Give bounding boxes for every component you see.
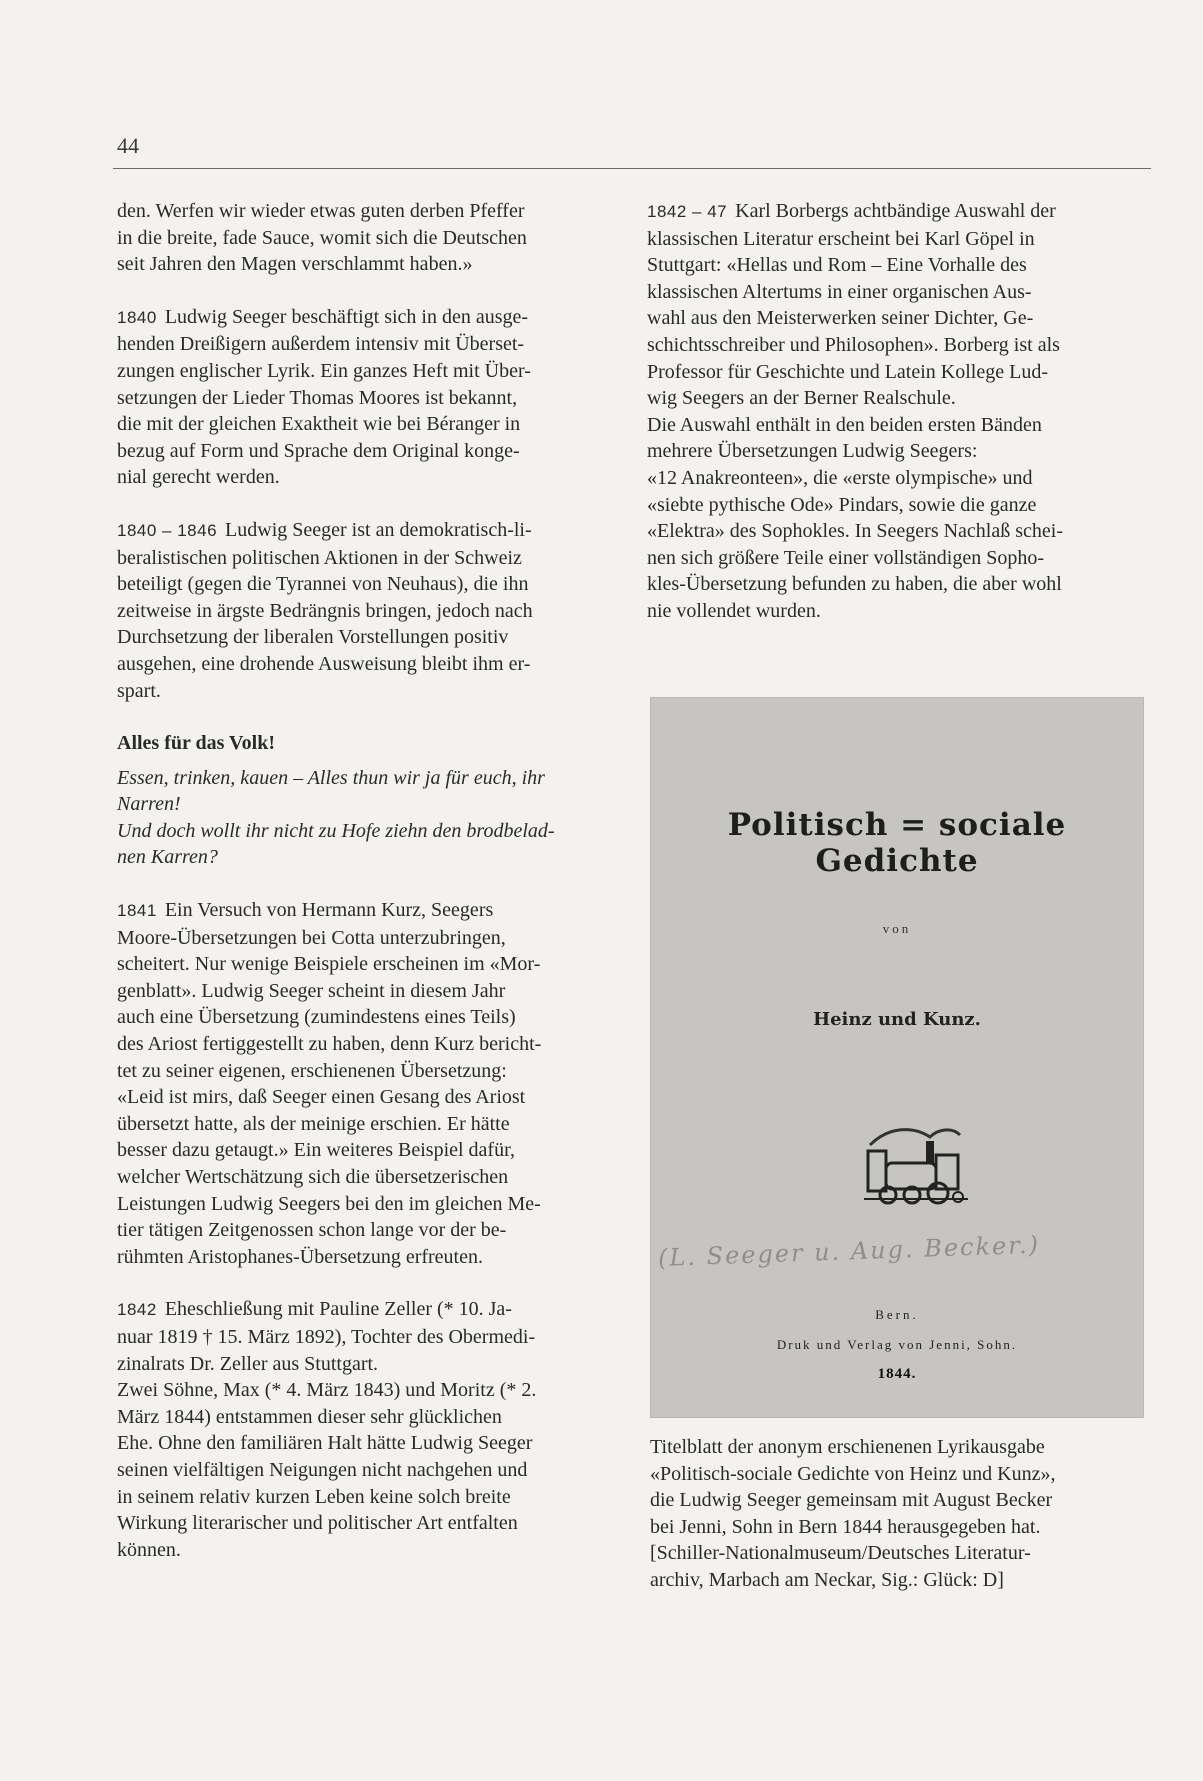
text-line: wahl aus den Meisterwerken seiner Dichter, Ge- <box>647 307 1034 330</box>
poem-title: Alles für das Volk! <box>117 732 276 755</box>
text-line: «Politisch-sociale Gedichte von Heinz und Kunz», <box>650 1462 1056 1485</box>
text-line: henden Dreißigern außerdem intensiv mit Überset- <box>117 333 525 356</box>
text-line: nen Karren? <box>117 846 218 869</box>
text-line: seinen vielfältigen Neigungen nicht nachgehen und <box>117 1458 528 1481</box>
entry-1841 <box>117 897 613 1270</box>
figure-printer: Druk und Verlag von Jenni, Sohn. <box>776 1337 1018 1352</box>
text-line: Moore-Übersetzungen bei Cotta unterzubringen, <box>117 926 506 949</box>
text-line: spart. <box>117 679 161 702</box>
text-line: nie vollendet wurden. <box>647 599 821 622</box>
header-rule <box>113 168 1151 169</box>
text-line: welcher Wertschätzung sich die übersetzerischen <box>117 1166 509 1188</box>
text-line: in seinem relativ kurzen Leben keine solch breite <box>117 1485 511 1508</box>
entry-body <box>117 331 613 491</box>
text-line: «siebte pythische Ode» Pindars, sowie die ganze <box>647 493 1037 516</box>
text-line: seit Jahren den Magen verschlammt haben.» <box>117 253 473 276</box>
entry-first-line: Ludwig Seeger beschäftigt sich in den ausge- <box>164 305 529 328</box>
text-line: den. Werfen wir wieder etwas guten derben Pfeffer <box>117 200 525 222</box>
text-line: tier tätigen Zeitgenossen schon lange vor der be- <box>117 1219 507 1242</box>
figure-title: Politisch = sociale Gedichte <box>727 807 1067 879</box>
text-line: zeitweise in ärgste Bedrängnis bringen, jedoch nach <box>117 599 533 622</box>
text-line: setzungen der Lieder Thomas Moores ist bekannt, <box>117 386 518 409</box>
entry-year: 1841 <box>117 901 157 921</box>
locomotive-illustration <box>860 1107 972 1207</box>
text-line: Zwei Söhne, Max (* 4. März 1843) und Moritz (* 2. <box>117 1379 537 1402</box>
text-line: Stuttgart: «Hellas und Rom – Eine Vorhalle des <box>647 254 1027 277</box>
text-line: klassischen Literatur erscheint bei Karl Göpel in <box>647 227 1035 250</box>
intro-paragraph <box>117 198 613 278</box>
text-line: «Elektra» des Sophokles. In Seegers Nachlaß schei- <box>647 520 1063 543</box>
text-line: ausgehen, eine drohende Ausweisung bleibt ihm er- <box>117 652 531 675</box>
text-line: klassischen Altertums in einer organischen Aus- <box>647 280 1032 303</box>
entry-first-line: Ein Versuch von Hermann Kurz, Seegers <box>164 899 494 922</box>
text-line: können. <box>117 1538 181 1561</box>
figure-caption <box>650 1434 1148 1594</box>
text-line: beteiligt (gegen die Tyrannei von Neuhaus), die ihn <box>117 573 529 596</box>
poem-lines <box>117 765 613 871</box>
entry-body <box>117 545 613 705</box>
text-line: tet zu seiner eigenen, erschienenen Übersetzung: <box>117 1059 507 1082</box>
text-line: die mit der gleichen Exaktheit wie bei Béranger in <box>117 413 521 436</box>
figure-city: Bern. <box>875 1307 919 1322</box>
entry-1842-47 <box>647 198 1148 625</box>
entry-body <box>647 226 1148 625</box>
text-line: Professor für Geschichte und Latein Kollege Lud- <box>647 360 1048 383</box>
text-line: mehrere Übersetzungen Ludwig Seegers: <box>647 440 978 463</box>
text-line: übersetzt hatte, als der meinige erschien. Er hätte <box>117 1112 510 1135</box>
text-line: bei Jenni, Sohn in Bern 1844 herausgegeben hat. <box>650 1515 1041 1538</box>
entry-1840-1846 <box>117 517 613 704</box>
text-line: auch eine Übersetzung (zumindestens eines Teils) <box>117 1006 516 1029</box>
text-line: Narren! <box>117 793 181 816</box>
entry-1842 <box>117 1296 613 1563</box>
text-line: die Ludwig Seeger gemeinsam mit August Becker <box>650 1489 1053 1512</box>
text-line: schichtsschreiber und Philosophen». Borberg ist als <box>647 333 1060 356</box>
text-line: Wirkung literarischer und politischer Art entfalten <box>117 1512 518 1535</box>
title-page-figure <box>650 697 1144 1418</box>
entry-first-line: Karl Borbergs achtbändige Auswahl der <box>735 200 1056 222</box>
entry-first-line: Ludwig Seeger ist an demokratisch-li- <box>225 518 532 541</box>
entry-year: 1842 – 47 <box>647 202 728 221</box>
text-line: scheitert. Nur wenige Beispiele erscheinen im «Mor- <box>117 953 541 976</box>
text-line: genblatt». Ludwig Seeger scheint in diesem Jahr <box>117 979 506 1002</box>
text-line: nial gerecht werden. <box>117 466 280 489</box>
text-line: nen sich größere Teile einer vollständigen Sopho- <box>647 546 1045 569</box>
text-line: besser dazu getaugt.» Ein weiteres Beispiel dafür, <box>117 1139 515 1162</box>
text-line: rühmten Aristophanes-Übersetzung erfreuten. <box>117 1245 483 1268</box>
page-number: 44 <box>117 133 139 158</box>
text-line: «12 Anakreonteen», die «erste olympische» und <box>647 466 1033 489</box>
text-line: [Schiller-Nationalmuseum/Deutsches Literatur- <box>650 1542 1031 1565</box>
left-column <box>117 198 613 1563</box>
text-line: kles-Übersetzung befunden zu haben, die aber wohl <box>647 573 1062 596</box>
text-line: zungen englischer Lyrik. Ein ganzes Heft mit Über- <box>117 359 531 382</box>
entry-year: 1840 – 1846 <box>117 520 218 540</box>
text-line: Leistungen Ludwig Seegers bei den im gleichen Me- <box>117 1192 541 1215</box>
text-line: Und doch wollt ihr nicht zu Hofe ziehn den brodbelad- <box>117 819 555 842</box>
right-column <box>647 198 1148 625</box>
text-line: Titelblatt der anonym erschienenen Lyrikausgabe <box>650 1436 1045 1458</box>
figure-von: von <box>882 921 912 936</box>
entry-body <box>117 925 613 1271</box>
text-line: in die breite, fade Sauce, womit sich die Deutschen <box>117 226 527 249</box>
text-line: wig Seegers an der Berner Realschule. <box>647 387 956 410</box>
entry-body <box>117 1324 613 1563</box>
entry-year: 1842 <box>117 1300 157 1320</box>
text-line: nuar 1819 † 15. März 1892), Tochter des Obermedi- <box>117 1325 536 1348</box>
entry-year: 1840 <box>117 307 157 327</box>
entry-1840 <box>117 304 613 491</box>
figure-year: 1844. <box>877 1366 917 1382</box>
entry-first-line: Eheschließung mit Pauline Zeller (* 10. Ja- <box>164 1298 512 1321</box>
text-line: Ehe. Ohne den familiären Halt hätte Ludwig Seeger <box>117 1432 533 1455</box>
text-line: zinalrats Dr. Zeller aus Stuttgart. <box>117 1352 379 1375</box>
text-line: bezug auf Form und Sprache dem Original konge- <box>117 439 520 462</box>
handwritten-annotation: (L. Seeger u. Aug. Becker.) <box>657 1230 1041 1272</box>
text-line: beralistischen politischen Aktionen in der Schweiz <box>117 546 522 569</box>
text-line: des Ariost fertiggestellt zu haben, denn Kurz bericht- <box>117 1033 542 1056</box>
figure-authors: Heinz und Kunz. <box>813 1009 981 1030</box>
text-line: Die Auswahl enthält in den beiden ersten Bänden <box>647 413 1042 436</box>
text-line: «Leid ist mirs, daß Seeger einen Gesang des Ariost <box>117 1086 526 1109</box>
text-line: März 1844) entstammen dieser sehr glücklichen <box>117 1405 502 1428</box>
text-line: Durchsetzung der liberalen Vorstellungen positiv <box>117 626 509 649</box>
text-line: Essen, trinken, kauen – Alles thun wir ja für euch, ihr <box>117 766 545 789</box>
text-line: archiv, Marbach am Neckar, Sig.: Glück: D] <box>650 1568 1004 1591</box>
